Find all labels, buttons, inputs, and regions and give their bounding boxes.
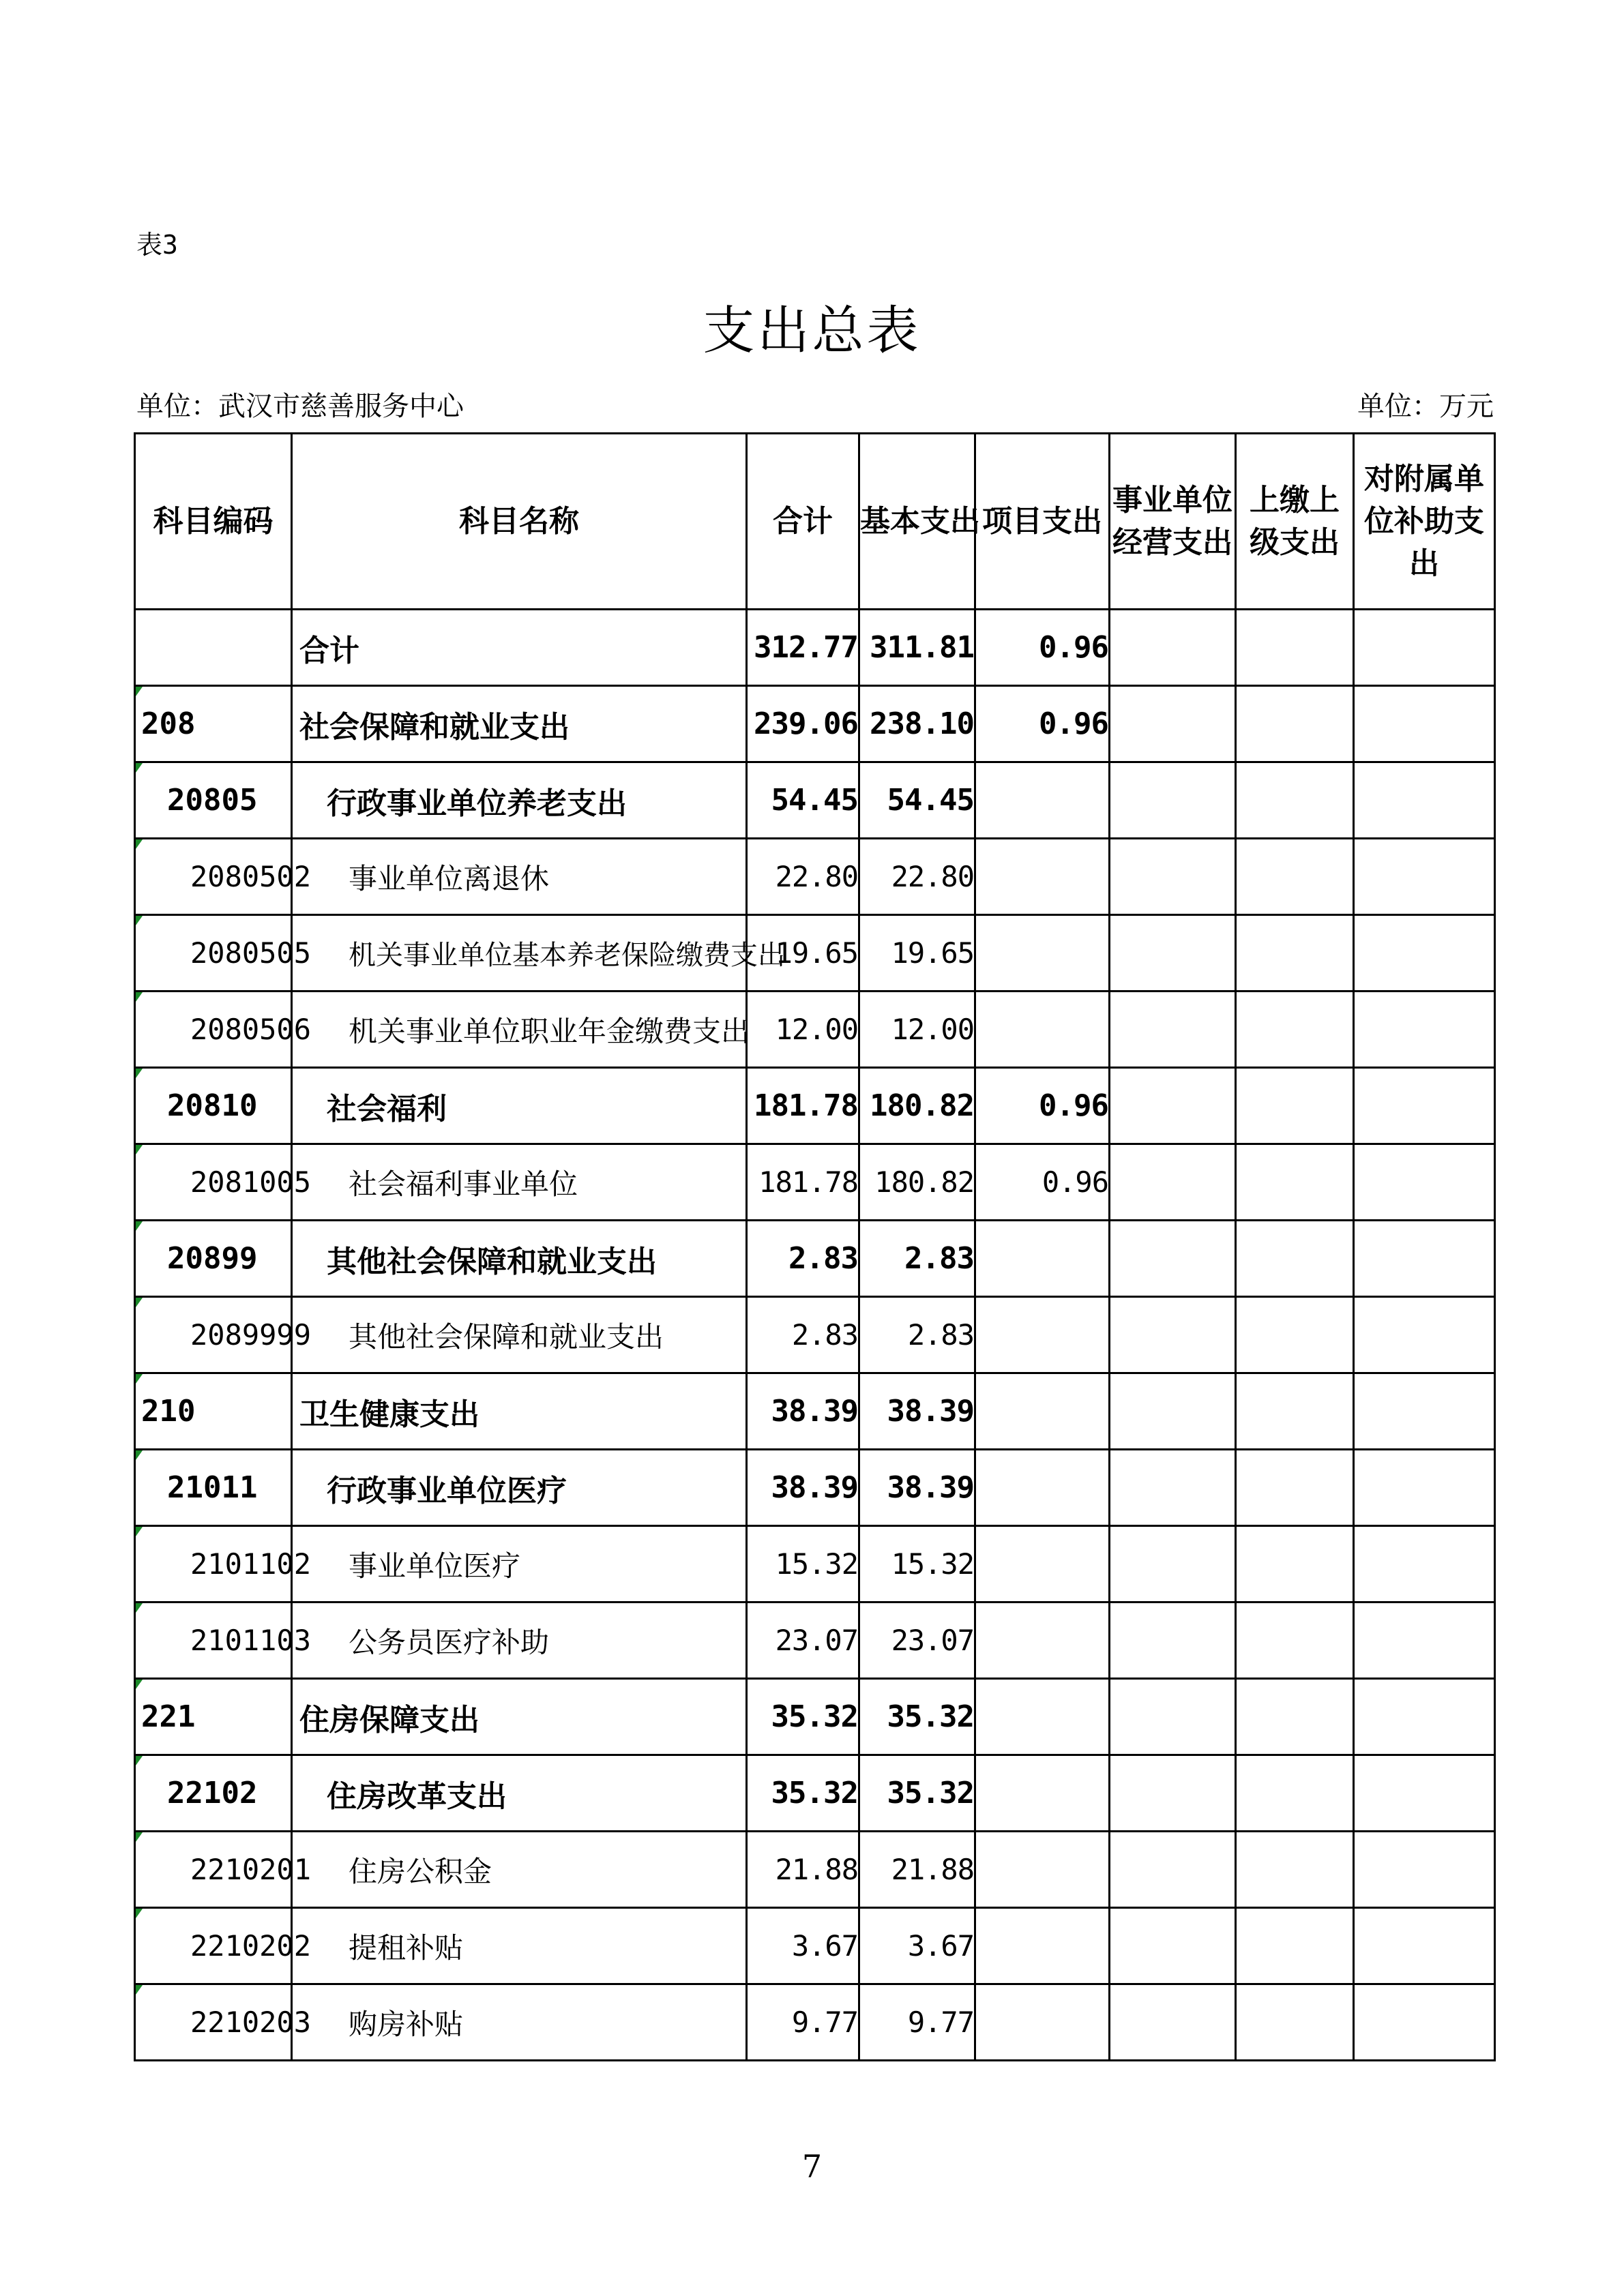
row-basic: 21.88 [859, 1832, 975, 1908]
row-business [1110, 1908, 1236, 1984]
row-subsidy [1354, 1755, 1495, 1832]
row-code: 210 [135, 1373, 292, 1450]
table-row [135, 1755, 1495, 1832]
row-code: 2101102 [135, 1526, 292, 1602]
table-row [135, 915, 1495, 992]
row-total: 35.32 [747, 1679, 859, 1755]
row-subsidy [1354, 762, 1495, 839]
row-basic: 180.82 [859, 1144, 975, 1221]
row-name: 住房公积金 [292, 1832, 747, 1908]
row-total: 312.77 [747, 610, 859, 686]
table-row [135, 1221, 1495, 1297]
row-basic: 54.45 [859, 762, 975, 839]
row-subsidy [1354, 1679, 1495, 1755]
table-row [135, 1068, 1495, 1144]
row-business [1110, 992, 1236, 1068]
header-basic: 基本支出 [859, 434, 975, 610]
row-subsidy [1354, 839, 1495, 915]
row-name: 其他社会保障和就业支出 [292, 1221, 747, 1297]
row-upper [1236, 762, 1354, 839]
row-business [1110, 762, 1236, 839]
table-row [135, 686, 1495, 762]
row-total: 239.06 [747, 686, 859, 762]
row-upper [1236, 1221, 1354, 1297]
row-project [975, 1832, 1110, 1908]
row-name: 事业单位医疗 [292, 1526, 747, 1602]
row-upper [1236, 1297, 1354, 1373]
row-project [975, 1679, 1110, 1755]
row-upper [1236, 839, 1354, 915]
row-business [1110, 1373, 1236, 1450]
row-code: 22102 [135, 1755, 292, 1832]
row-code [135, 610, 292, 686]
row-name: 住房保障支出 [292, 1679, 747, 1755]
row-project [975, 1755, 1110, 1832]
table-row [135, 1450, 1495, 1526]
row-total: 15.32 [747, 1526, 859, 1602]
row-business [1110, 686, 1236, 762]
row-total: 35.32 [747, 1755, 859, 1832]
expenditure-table [134, 432, 1496, 2061]
row-name: 卫生健康支出 [292, 1373, 747, 1450]
row-name: 社会保障和就业支出 [292, 686, 747, 762]
row-basic: 38.39 [859, 1373, 975, 1450]
reporting-unit: 单位：武汉市慈善服务中心 [136, 391, 464, 422]
row-name: 社会福利事业单位 [292, 1144, 747, 1221]
row-subsidy [1354, 1526, 1495, 1602]
row-total: 23.07 [747, 1602, 859, 1679]
row-project [975, 1984, 1110, 2061]
row-name: 购房补贴 [292, 1984, 747, 2061]
row-basic: 12.00 [859, 992, 975, 1068]
row-subsidy [1354, 915, 1495, 992]
row-business [1110, 1526, 1236, 1602]
row-subsidy [1354, 1373, 1495, 1450]
row-code: 2089999 [135, 1297, 292, 1373]
table-row [135, 1602, 1495, 1679]
row-name: 提租补贴 [292, 1908, 747, 1984]
row-subsidy [1354, 1144, 1495, 1221]
row-basic: 2.83 [859, 1221, 975, 1297]
header-project: 项目支出 [975, 434, 1110, 610]
row-total: 9.77 [747, 1984, 859, 2061]
table-row [135, 610, 1495, 686]
row-total: 22.80 [747, 839, 859, 915]
row-total: 54.45 [747, 762, 859, 839]
table-row [135, 1679, 1495, 1755]
page-number: 7 [801, 2148, 823, 2185]
row-code: 2080506 [135, 992, 292, 1068]
table-row [135, 1144, 1495, 1221]
row-business [1110, 1144, 1236, 1221]
row-subsidy [1354, 1221, 1495, 1297]
row-project [975, 1373, 1110, 1450]
row-total: 2.83 [747, 1297, 859, 1373]
row-upper [1236, 1602, 1354, 1679]
row-project [975, 915, 1110, 992]
table-row [135, 992, 1495, 1068]
row-basic: 2.83 [859, 1297, 975, 1373]
row-business [1110, 1450, 1236, 1526]
row-project: 0.96 [975, 1144, 1110, 1221]
row-business [1110, 1068, 1236, 1144]
row-basic: 23.07 [859, 1602, 975, 1679]
row-business [1110, 1679, 1236, 1755]
currency-unit: 单位：万元 [1357, 391, 1494, 422]
table-row [135, 762, 1495, 839]
row-total: 19.65 [747, 915, 859, 992]
header-code: 科目编码 [135, 434, 292, 610]
row-project [975, 762, 1110, 839]
table-row [135, 1832, 1495, 1908]
row-total: 181.78 [747, 1068, 859, 1144]
row-subsidy [1354, 1602, 1495, 1679]
row-subsidy [1354, 1297, 1495, 1373]
row-name: 社会福利 [292, 1068, 747, 1144]
row-basic: 180.82 [859, 1068, 975, 1144]
row-project [975, 1526, 1110, 1602]
row-subsidy [1354, 1984, 1495, 2061]
row-upper [1236, 1984, 1354, 2061]
row-subsidy [1354, 610, 1495, 686]
row-basic: 15.32 [859, 1526, 975, 1602]
header-business: 事业单位经营支出 [1110, 434, 1236, 610]
row-upper [1236, 992, 1354, 1068]
table-row [135, 1373, 1495, 1450]
row-upper [1236, 915, 1354, 992]
row-business [1110, 1297, 1236, 1373]
row-basic: 3.67 [859, 1908, 975, 1984]
row-business [1110, 839, 1236, 915]
row-upper [1236, 1908, 1354, 1984]
row-code: 221 [135, 1679, 292, 1755]
row-upper [1236, 1144, 1354, 1221]
row-basic: 38.39 [859, 1450, 975, 1526]
row-code: 2210201 [135, 1832, 292, 1908]
row-total: 2.83 [747, 1221, 859, 1297]
row-upper [1236, 1068, 1354, 1144]
header-name: 科目名称 [292, 434, 747, 610]
row-project: 0.96 [975, 686, 1110, 762]
row-project [975, 839, 1110, 915]
row-business [1110, 1832, 1236, 1908]
row-code: 2080505 [135, 915, 292, 992]
row-basic: 22.80 [859, 839, 975, 915]
row-business [1110, 610, 1236, 686]
row-project [975, 992, 1110, 1068]
row-upper [1236, 686, 1354, 762]
row-subsidy [1354, 1068, 1495, 1144]
row-upper [1236, 1373, 1354, 1450]
row-name: 行政事业单位医疗 [292, 1450, 747, 1526]
table-header-row [135, 434, 1495, 610]
row-subsidy [1354, 992, 1495, 1068]
row-project [975, 1221, 1110, 1297]
row-name: 其他社会保障和就业支出 [292, 1297, 747, 1373]
table-row [135, 1908, 1495, 1984]
row-upper [1236, 1755, 1354, 1832]
row-name: 机关事业单位职业年金缴费支出 [292, 992, 747, 1068]
row-business [1110, 1602, 1236, 1679]
row-name: 事业单位离退休 [292, 839, 747, 915]
page-title: 支出总表 [703, 300, 921, 361]
table-row [135, 1984, 1495, 2061]
row-code: 20810 [135, 1068, 292, 1144]
row-upper [1236, 1832, 1354, 1908]
row-code: 21011 [135, 1450, 292, 1526]
row-business [1110, 1755, 1236, 1832]
table-number: 表3 [136, 230, 178, 260]
row-code: 2080502 [135, 839, 292, 915]
row-total: 21.88 [747, 1832, 859, 1908]
row-name: 公务员医疗补助 [292, 1602, 747, 1679]
row-upper [1236, 1450, 1354, 1526]
header-upper: 上缴上级支出 [1236, 434, 1354, 610]
table-row [135, 1297, 1495, 1373]
row-subsidy [1354, 686, 1495, 762]
header-total: 合计 [747, 434, 859, 610]
row-basic: 9.77 [859, 1984, 975, 2061]
row-project [975, 1450, 1110, 1526]
row-subsidy [1354, 1450, 1495, 1526]
table-row [135, 1526, 1495, 1602]
row-project [975, 1602, 1110, 1679]
row-total: 181.78 [747, 1144, 859, 1221]
row-total: 38.39 [747, 1450, 859, 1526]
row-basic: 19.65 [859, 915, 975, 992]
row-basic: 311.81 [859, 610, 975, 686]
row-upper [1236, 1679, 1354, 1755]
row-project: 0.96 [975, 610, 1110, 686]
row-basic: 238.10 [859, 686, 975, 762]
row-code: 208 [135, 686, 292, 762]
row-code: 2081005 [135, 1144, 292, 1221]
row-code: 2210203 [135, 1984, 292, 2061]
row-code: 2101103 [135, 1602, 292, 1679]
row-code: 20899 [135, 1221, 292, 1297]
row-total: 38.39 [747, 1373, 859, 1450]
row-code: 2210202 [135, 1908, 292, 1984]
row-business [1110, 1984, 1236, 2061]
row-name: 合计 [292, 610, 747, 686]
row-name: 机关事业单位基本养老保险缴费支出 [292, 915, 747, 992]
row-project [975, 1908, 1110, 1984]
row-name: 行政事业单位养老支出 [292, 762, 747, 839]
row-subsidy [1354, 1908, 1495, 1984]
row-upper [1236, 1526, 1354, 1602]
row-total: 12.00 [747, 992, 859, 1068]
row-business [1110, 1221, 1236, 1297]
row-project: 0.96 [975, 1068, 1110, 1144]
row-basic: 35.32 [859, 1755, 975, 1832]
row-name: 住房改革支出 [292, 1755, 747, 1832]
header-subsidy: 对附属单位补助支出 [1354, 434, 1495, 610]
row-total: 3.67 [747, 1908, 859, 1984]
table-row [135, 839, 1495, 915]
row-business [1110, 915, 1236, 992]
row-upper [1236, 610, 1354, 686]
row-project [975, 1297, 1110, 1373]
row-code: 20805 [135, 762, 292, 839]
row-basic: 35.32 [859, 1679, 975, 1755]
row-subsidy [1354, 1832, 1495, 1908]
